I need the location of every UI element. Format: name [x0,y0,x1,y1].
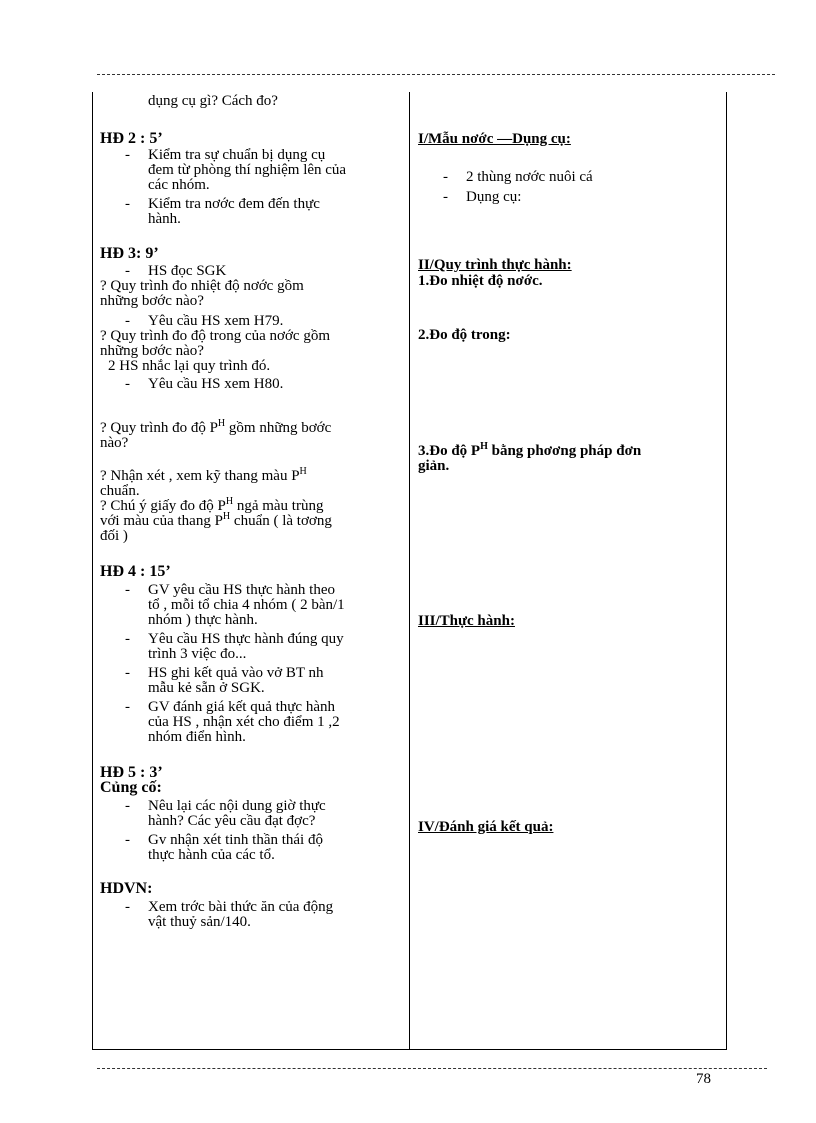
section-thuc-hanh: III/Thực hành: [418,613,515,629]
hd3-heading: HĐ 3: 9’ [100,245,159,262]
list-item: - Xem trớc bài thức ăn của động vật thuỷ sản/140. [125,899,334,930]
list-item: - HS đọc SGK [125,263,227,279]
step-do-ph: 3.Đo độ $P^H$ bằng phơơng pháp đơn giản. [418,441,642,474]
top-dashed-rule [97,74,775,75]
table-border-bottom [92,1049,727,1050]
list-item: - Gv nhận xét tinh thần thái độ thực hành của các tổ. [125,832,323,863]
hd4-heading: HĐ 4 : 15’ [100,563,171,580]
intro-line: dụng cụ gì? Cách đo? [148,93,278,109]
table-border-left [92,92,93,1050]
list-item: - Dụng cụ: [443,189,522,205]
question: ? Quy trình đo độ $P^H$ gồm những bơớc nào? [100,418,332,451]
table-border-right [726,92,727,1050]
lesson-table [92,92,727,1050]
step-nhiet-do: 1.Đo nhiệt độ nơớc. [418,273,543,289]
question: ? Nhận xét , xem kỹ thang màu $P^H$ chuẩn. ? Chú ý giấy đo độ $P^H$ ngả màu trùng với màu của thang $P^H$ chuẩn ( là tơơng đối ) [100,466,332,544]
section-quy-trinh: II/Quy trình thực hành: [418,257,572,273]
list-item: - Yêu cầu HS thực hành đúng quy trình 3 việc đo... [125,631,344,662]
section-mau-nuoc: I/Mẫu nơớc —Dụng cụ: [418,131,571,147]
list-item: - Nêu lại các nội dung giờ thực hành? Các yêu cầu đạt đợc? [125,798,326,829]
section-danh-gia: IV/Đánh giá kết quả: [418,819,554,835]
statement: 2 HS nhắc lại quy trình đó. [108,358,271,374]
page-number: 78 [696,1071,711,1087]
step-do-trong: 2.Đo độ trong: [418,327,511,343]
list-item: - HS ghi kết quả vào vở BT nh mẫu kẻ sẵn ở SGK. [125,665,324,696]
activities-column [100,94,405,930]
question: ? Quy trình đo độ trong của nơớc gồm những bơớc nào? [100,328,330,359]
list-item: - GV đánh giá kết quả thực hành của HS , nhận xét cho điểm 1 ,2 nhóm điển hình. [125,699,340,745]
bottom-dashed-rule [97,1068,767,1069]
list-item: - Kiểm tra sự chuẩn bị dụng cụ đem từ phòng thí nghiệm lên của các nhóm. [125,147,347,193]
cung-co-heading: Củng cố: [100,779,162,796]
list-item: - Kiểm tra nơớc đem đến thực hành. [125,196,320,227]
hd5-heading: HĐ 5 : 3’ [100,764,163,781]
table-column-divider [409,92,410,1050]
hd2-heading: HĐ 2 : 5’ [100,130,163,147]
list-item: - Yêu cầu HS xem H79. [125,313,284,329]
list-item: - 2 thùng nơớc nuôi cá [443,169,593,185]
question: ? Quy trình đo nhiệt độ nơớc gồm những bơớc nào? [100,278,304,309]
hdvn-heading: HDVN: [100,880,153,897]
list-item: - Yêu cầu HS xem H80. [125,376,284,392]
list-item: - GV yêu cầu HS thực hành theo tổ , mỗi tổ chia 4 nhóm ( 2 bàn/1 nhóm ) thực hành. [125,582,345,628]
